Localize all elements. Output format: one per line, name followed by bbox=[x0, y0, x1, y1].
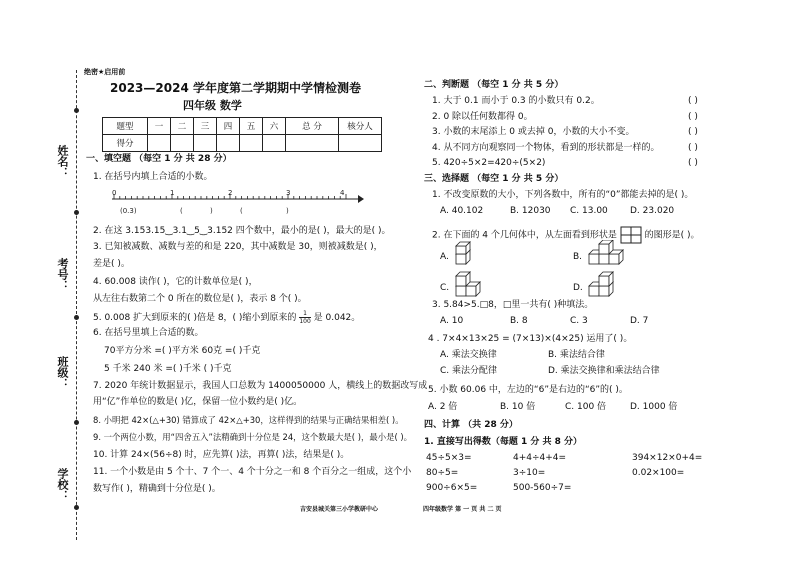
score-cell[interactable] bbox=[217, 135, 240, 152]
s1-q8: 8. 小明把 42×(△+30) 错算成了 42×△+30，这样得到的结果与正确结果相差( )。 bbox=[93, 415, 404, 425]
number-line-blank[interactable]: ( bbox=[180, 207, 183, 215]
choice-q1-opt-b[interactable]: B. 12030 bbox=[510, 206, 551, 216]
calc-item: 4+4÷4+4= bbox=[513, 453, 567, 463]
score-header-cell: 核分人 bbox=[339, 118, 382, 135]
choice-q5-opt-b[interactable]: B. 10 倍 bbox=[500, 402, 536, 412]
s1-q11-cont: 数写作( )，精确到十分位是( )。 bbox=[93, 484, 221, 494]
choice-q5-opt-c[interactable]: C. 100 倍 bbox=[565, 402, 607, 412]
s1-q6-b: 5 千米 240 米 =( )千米 ( )千克 bbox=[104, 364, 232, 374]
number-line-blank[interactable]: ) bbox=[210, 207, 213, 215]
judge-item-3: 3. 小数的末尾添上 0 或去掉 0，小数的大小不变。 bbox=[432, 127, 635, 137]
calc-item: 900÷6×5= bbox=[426, 483, 478, 493]
s1-q4: 4. 60.008 读作( )，它的计数单位是( )， bbox=[93, 277, 258, 287]
score-cell[interactable] bbox=[148, 135, 171, 152]
footer-left: 吉安县城关第三小学教研中心 bbox=[300, 506, 379, 513]
binding-dot bbox=[74, 315, 79, 320]
choice-q1-opt-d[interactable]: D. 23.020 bbox=[630, 206, 675, 216]
score-cell[interactable] bbox=[286, 135, 339, 152]
calc-item: 3÷10= bbox=[513, 468, 546, 478]
s1-q6-a: 70平方分米 =( )平方米 60克 =( )千克 bbox=[104, 346, 261, 356]
side-label-class: 班级： bbox=[56, 356, 69, 389]
score-cell[interactable] bbox=[194, 135, 217, 152]
secret-label: 绝密★启用前 bbox=[84, 68, 126, 76]
score-table-header-row bbox=[103, 118, 382, 135]
judge-item-5: 5. 420÷5×2=420÷(5×2) bbox=[432, 158, 546, 168]
choice-q3-opt-d[interactable]: D. 7 bbox=[630, 316, 649, 326]
calc-item: 0.02×100= bbox=[632, 468, 685, 478]
side-label-name: 姓名： bbox=[56, 145, 69, 178]
score-table bbox=[102, 117, 382, 152]
section3-heading: 三、选择题 （每空 1 分 共 5 分） bbox=[424, 174, 564, 184]
number-line bbox=[110, 187, 365, 217]
choice-q3: 3. 5.84>5.□8，□里一共有( )种填法。 bbox=[432, 300, 594, 310]
choice-q4-opt-a[interactable]: A. 乘法交换律 bbox=[440, 350, 497, 360]
side-label-school: 学校： bbox=[56, 468, 69, 501]
calc-item: 394×12×0+4= bbox=[632, 453, 703, 463]
number-line-left-label: (0.3) bbox=[120, 207, 137, 215]
binding-dot bbox=[74, 420, 79, 425]
score-header-cell: 五 bbox=[240, 118, 263, 135]
score-header-cell: 总 分 bbox=[286, 118, 339, 135]
fraction-denominator: 100 bbox=[299, 318, 311, 325]
choice-q1: 1. 不改变原数的大小，下列各数中，所有的“0”都能去掉的是( )。 bbox=[432, 190, 694, 200]
tick-label-3: 3 bbox=[286, 189, 291, 197]
choice-q2-opt-d-label[interactable]: D. bbox=[573, 283, 583, 293]
fraction bbox=[299, 310, 310, 325]
choice-q3-opt-b[interactable]: B. 8 bbox=[510, 316, 528, 326]
score-cell[interactable] bbox=[263, 135, 286, 152]
s1-q5-pre: 5. 0.008 扩大到原来的( )倍是 8，( )缩小到原来的 bbox=[93, 313, 297, 323]
s1-q2: 2. 在这 3.153.15‿3.1‿5‿3.152 四个数中，最小的是( )，最大的是( )。 bbox=[93, 226, 391, 236]
section4-heading: 四、计算 （共 28 分） bbox=[424, 420, 518, 430]
s1-q9: 9. 一个两位小数，用“四舍五入”法精确到十分位是 24，这个数最大是( )，最小是( )。 bbox=[93, 432, 413, 442]
s1-q1: 1. 在括号内填上合适的小数。 bbox=[93, 172, 213, 182]
judge-item-4: 4. 从不同方向观察同一个物体，看到的形状都是一样的。 bbox=[432, 143, 660, 153]
s1-q10: 10. 计算 24×(56÷8) 时，应先算( )法，再算( )法，结果是( )。 bbox=[93, 450, 350, 460]
tick-label-1: 1 bbox=[170, 189, 175, 197]
s1-q7-cont: 用“亿”作单位的数是( )亿，保留一位小数约是( )亿。 bbox=[93, 397, 303, 407]
choice-q2-opt-b-label[interactable]: B. bbox=[573, 252, 583, 262]
cube-solid-b-icon bbox=[585, 240, 629, 270]
cube-solid-a-icon bbox=[452, 240, 482, 270]
s1-q5 bbox=[93, 310, 360, 325]
section4-sub1: 1. 直接写出得数（每题 1 分 共 8 分） bbox=[424, 437, 583, 447]
judge-answer-1[interactable]: ( ) bbox=[688, 96, 698, 106]
cube-solid-d-icon bbox=[585, 270, 621, 300]
score-cell[interactable] bbox=[339, 135, 382, 152]
choice-q2-opt-a-label[interactable]: A. bbox=[440, 252, 449, 262]
judge-item-1: 1. 大于 0.1 而小于 0.3 的小数只有 0.2。 bbox=[432, 96, 600, 106]
binding-dot bbox=[74, 505, 79, 510]
choice-q2-post: 的图形是( )。 bbox=[644, 230, 700, 241]
choice-q4: 4 . 7×4×13×25 = (7×13)×(4×25) 运用了( )。 bbox=[428, 334, 633, 344]
number-line-blank[interactable]: ) bbox=[286, 207, 289, 215]
choice-q2-pre: 2. 在下面的 4 个几何体中，从左面看到形状是 bbox=[432, 230, 617, 241]
choice-q3-opt-a[interactable]: A. 10 bbox=[440, 316, 464, 326]
footer-right: 四年级数学 第 一 页 共 二 页 bbox=[423, 506, 502, 513]
s1-q5-post: 是 0.042。 bbox=[313, 313, 361, 323]
binding-line bbox=[76, 70, 77, 540]
score-table-row bbox=[103, 135, 382, 152]
judge-item-2: 2. 0 除以任何数都得 0。 bbox=[432, 112, 533, 122]
calc-item: 80÷5= bbox=[426, 468, 459, 478]
choice-q5-opt-a[interactable]: A. 2 倍 bbox=[428, 402, 458, 412]
s1-q3-cont: 差是( )。 bbox=[93, 259, 130, 269]
score-header-cell: 一 bbox=[148, 118, 171, 135]
choice-q2-opt-c-label[interactable]: C. bbox=[440, 283, 450, 293]
tick-label-0: 0 bbox=[112, 189, 117, 197]
s1-q11: 11. 一个小数是由 5 个十、7 个一、4 个十分之一和 8 个百分之一组成，这个小 bbox=[93, 467, 412, 477]
calc-item: 45÷5×3= bbox=[426, 453, 472, 463]
score-header-cell: 题型 bbox=[103, 118, 148, 135]
s1-q4-cont: 从左往右数第二个 0 所在的数位是( )，表示 8 个( )。 bbox=[93, 294, 307, 304]
tick-label-4: 4 bbox=[340, 189, 345, 197]
choice-q5-opt-d[interactable]: D. 1000 倍 bbox=[630, 402, 678, 412]
choice-q4-opt-c[interactable]: C. 乘法分配律 bbox=[440, 366, 498, 376]
number-line-blank[interactable]: ( bbox=[240, 207, 243, 215]
judge-answer-3[interactable]: ( ) bbox=[688, 127, 698, 137]
number-line-arrow bbox=[358, 195, 364, 203]
binding-dot bbox=[74, 108, 79, 113]
choice-q4-opt-b[interactable]: B. 乘法结合律 bbox=[548, 350, 605, 360]
calc-item: 500-560÷7= bbox=[513, 483, 572, 493]
choice-q5: 5. 小数 60.06 中，左边的“6”是右边的“6”的( )。 bbox=[428, 385, 628, 395]
side-label-exam-no: 考号： bbox=[56, 258, 69, 291]
s1-q6: 6. 在括号里填上合适的数。 bbox=[93, 328, 204, 338]
page-title: 2023—2024 学年度第二学期期中学情检测卷 bbox=[110, 81, 361, 95]
choice-q3-opt-c[interactable]: C. 3 bbox=[570, 316, 588, 326]
score-header-cell: 三 bbox=[194, 118, 217, 135]
choice-q4-opt-d[interactable]: D. 乘法交换律和乘法结合律 bbox=[548, 366, 660, 376]
score-header-cell: 六 bbox=[263, 118, 286, 135]
section2-heading: 二、判断题 （每空 1 分 共 5 分） bbox=[424, 80, 564, 90]
judge-answer-2[interactable]: ( ) bbox=[688, 112, 698, 122]
score-row-label: 得分 bbox=[103, 135, 148, 152]
judge-answer-4[interactable]: ( ) bbox=[688, 143, 698, 153]
section1-heading: 一、填空题 （每空 1 分 共 28 分） bbox=[86, 154, 232, 164]
s1-q7: 7. 2020 年统计数据显示，我国人口总数为 1400050000 人，横线上的数据改写成 bbox=[93, 381, 428, 391]
tick-label-2: 2 bbox=[228, 189, 233, 197]
score-header-cell: 二 bbox=[171, 118, 194, 135]
score-header-cell: 四 bbox=[217, 118, 240, 135]
judge-answer-5[interactable]: ( ) bbox=[688, 158, 698, 168]
s1-q3: 3. 已知被减数、减数与差的和是 220，其中减数是 30，则被减数是( )， bbox=[93, 242, 383, 252]
score-cell[interactable] bbox=[240, 135, 263, 152]
fraction-numerator: 1 bbox=[299, 310, 310, 318]
binding-dot bbox=[74, 210, 79, 215]
score-cell[interactable] bbox=[171, 135, 194, 152]
cube-solid-c-icon bbox=[452, 270, 488, 300]
choice-q1-opt-c[interactable]: C. 13.00 bbox=[570, 206, 608, 216]
page-subtitle: 四年级 数学 bbox=[183, 99, 242, 112]
choice-q1-opt-a[interactable]: A. 40.102 bbox=[440, 206, 484, 216]
